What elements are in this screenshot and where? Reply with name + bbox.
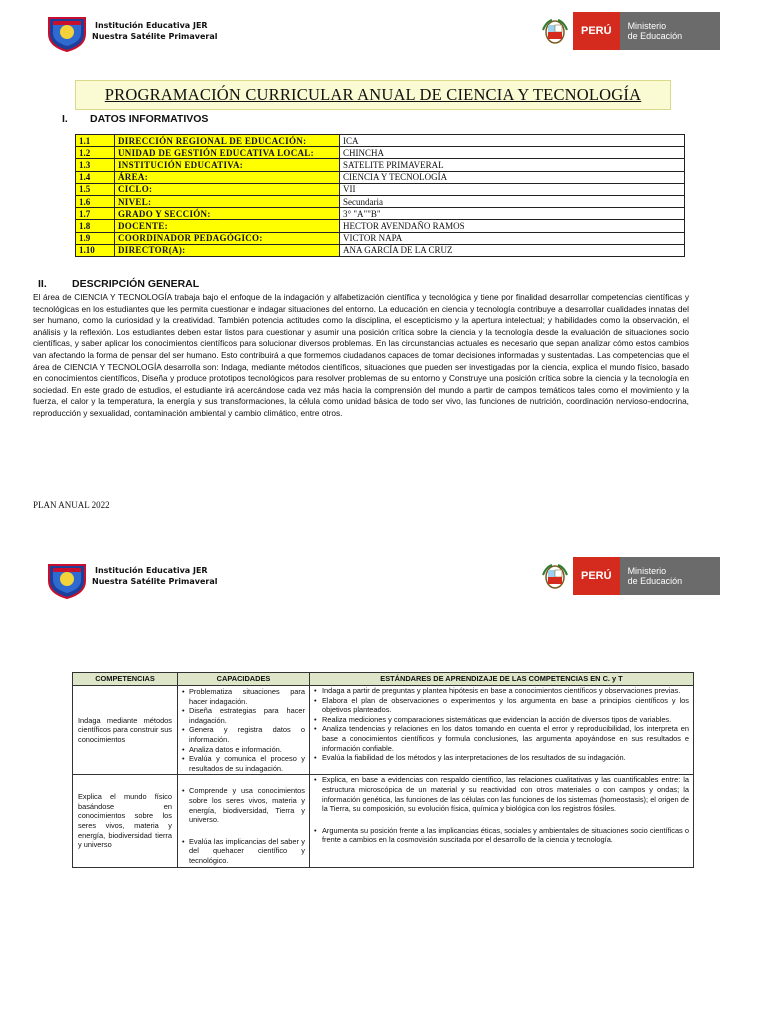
row-label: UNIDAD DE GESTIÓN EDUCATIVA LOCAL: <box>115 147 340 159</box>
row-number: 1.1 <box>76 135 115 147</box>
table-row <box>76 171 685 183</box>
competencia-cell: Explica el mundo físico basándose en conocimientos sobre los seres vivos, materia y energía, biodiversidad tierra y universo <box>73 775 178 867</box>
plan-anual-footer: PLAN ANUAL 2022 <box>33 500 110 510</box>
row-number: 1.3 <box>76 159 115 171</box>
table-row <box>76 183 685 195</box>
list-item: • Analiza tendencias y relaciones en los datos tomando en cuenta el error y reproducibilidad, los interpreta en base a conocimientos científicos y formula conclusiones, las argumenta apoyándose en sus resultados e información confiable. <box>322 724 689 753</box>
row-value: ICA <box>340 135 685 147</box>
table-header-row <box>73 673 694 686</box>
row-label: DOCENTE: <box>115 220 340 232</box>
row-number: 1.9 <box>76 232 115 244</box>
school-logo <box>47 16 87 57</box>
school-shield-icon <box>47 16 87 52</box>
list-item: • Realiza mediciones y comparaciones sistemáticas que evidencian la acción de diversos tipos de variables. <box>322 715 689 725</box>
section2-number: II. <box>38 278 47 290</box>
table-row <box>76 159 685 171</box>
row-value: 3° "A""B" <box>340 208 685 220</box>
row-number: 1.7 <box>76 208 115 220</box>
table-row <box>76 244 685 256</box>
school-name-line2: Nuestra Satélite Primaveral <box>92 32 218 41</box>
row-value: SATELITE PRIMAVERAL <box>340 159 685 171</box>
document-title: PROGRAMACIÓN CURRICULAR ANUAL DE CIENCIA Y TECNOLOGÍA <box>75 80 671 110</box>
school-logo <box>47 563 87 604</box>
list-item: • Explica, en base a evidencias con respaldo científico, las relaciones cualitativas y las cuantificables entre: la estructura microscópica de un material y su reactividad con otros materiales o con campos y ondas; la información genética, las funciones de las células con las funciones de los sistemas (homeostasis); el origen de la Tierra, su composición, su evolución física, química y biológica con los registros fósiles. <box>322 775 689 813</box>
list-spacer <box>189 825 305 837</box>
school-name-line2: Nuestra Satélite Primaveral <box>92 577 218 586</box>
ministry-line2: de Educación <box>627 576 683 586</box>
row-value: VII <box>340 183 685 195</box>
row-number: 1.5 <box>76 183 115 195</box>
estandares-cell <box>310 686 694 775</box>
school-shield-icon <box>47 563 87 599</box>
school-name <box>92 20 217 42</box>
table-row <box>76 208 685 220</box>
description-paragraph: El área de CIENCIA Y TECNOLOGÍA trabaja bajo el enfoque de la indagación y alfabetización científica y tecnológica y tiene por finalidad desarrollar competencias científicas y tecnológicas en los estudiantes que les permita cuestionar e indagar situaciones del entorno. La educación en ciencia y tecnología contribuye a desarrollar cualidades innatas del ser humano, como la curiosidad y la creatividad. También potencia actitudes como la disciplina, el escepticismo y la apertura intelectual; y habilidades como la observación, el análisis y la reflexión. Los estudiantes deben estar listos para cuestionar y asumir una posición crítica sobre la ciencia y la tecnología desde la evaluación de situaciones socio científicas, y saber aplicar los conocimientos científicos para solucionar diversos problemas. En las circunstancias actuales es necesario que sepan analizar cómo estos cambios van afectando la forma de pensar del ser humano. Esto contribuirá a que formemos ciudadanos capaces de tomar decisiones informadas y sustentadas. Las competencias que el área de CIENCIA Y TECNOLOGÍA desarrolla son: Indaga, mediante métodos científicos, situaciones que pueden ser investigadas por la ciencia, explica el mundo físico, basado en conocimientos científicos, Diseña y produce prototipos tecnológicos para resolver problemas de su entorno y Construye una posición crítica sobre la ciencia y la tecnología en sociedad. En este grado de estudios, el estudiante irá acercándose cada vez más hacia la comprensión del mundo a partir de campos temáticos tales como el movimiento y la fuerza, el calor y la temperatura, la energía y sus transformaciones, la célula como unidad básica de todo ser vivo, las funciones de nutrición, coordinación nervioso-endocrina, reproducción y sexualidad, contaminación ambiental y cambio climático, entre otros. <box>33 292 689 418</box>
row-label: ÁREA: <box>115 171 340 183</box>
school-name-line1: Institución Educativa JER <box>95 566 208 575</box>
header-estandares: ESTÁNDARES DE APRENDIZAJE DE LAS COMPETENCIAS EN C. y T <box>310 673 694 686</box>
ministry-name <box>620 557 691 595</box>
ministry-logo <box>537 557 720 595</box>
table-row <box>73 686 694 775</box>
table-row <box>76 135 685 147</box>
table-row <box>76 220 685 232</box>
list-item: • Evalúa y comunica el proceso y resultados de su indagación. <box>189 754 305 773</box>
list-item: • Argumenta su posición frente a las implicancias éticas, sociales y ambientales de situaciones socio científicas o frente a cambios en la cosmovisión suscitada por el desarrollo de la ciencia y tecnología. <box>322 826 689 845</box>
list-item: • Indaga a partir de preguntas y plantea hipótesis en base a conocimientos científicos y observaciones previas. <box>322 686 689 696</box>
list-item: • Diseña estrategias para hacer indagación. <box>189 706 305 725</box>
list-spacer <box>322 814 689 826</box>
row-number: 1.4 <box>76 171 115 183</box>
table-row <box>73 775 694 867</box>
estandares-cell <box>310 775 694 867</box>
row-label: CICLO: <box>115 183 340 195</box>
peru-seal-icon <box>537 12 573 50</box>
row-number: 1.10 <box>76 244 115 256</box>
peru-seal-icon <box>537 557 573 595</box>
row-label: INSTITUCIÓN EDUCATIVA: <box>115 159 340 171</box>
competencia-cell: Indaga mediante métodos científicos para construir sus conocimientos <box>73 686 178 775</box>
ministry-name <box>620 12 691 50</box>
ministry-line1: Ministerio <box>627 21 667 31</box>
row-label: DIRECTOR(A): <box>115 244 340 256</box>
list-item: • Evalúa las implicancias del saber y del quehacer científico y tecnológico. <box>189 837 305 866</box>
table-row <box>76 195 685 207</box>
capacidades-cell <box>178 775 310 867</box>
section2-title: DESCRIPCIÓN GENERAL <box>72 278 200 290</box>
list-item: • Comprende y usa conocimientos sobre los seres vivos, materia y energía, biodiversidad, Tierra y universo. <box>189 786 305 824</box>
ministry-line1: Ministerio <box>627 566 667 576</box>
row-label: COORDINADOR PEDAGÓGICO: <box>115 232 340 244</box>
row-label: GRADO Y SECCIÓN: <box>115 208 340 220</box>
table-row <box>76 147 685 159</box>
row-number: 1.2 <box>76 147 115 159</box>
list-item: • Elabora el plan de observaciones o experimentos y los argumenta en base a principios científicos y los objetivos planteados. <box>322 696 689 715</box>
row-number: 1.6 <box>76 195 115 207</box>
row-value: CHINCHA <box>340 147 685 159</box>
list-item: • Analiza datos e información. <box>189 745 305 755</box>
competencies-table <box>72 672 694 868</box>
row-value: ANA GARCÍA DE LA CRUZ <box>340 244 685 256</box>
row-number: 1.8 <box>76 220 115 232</box>
table-row <box>76 232 685 244</box>
capacidades-cell <box>178 686 310 775</box>
school-name <box>92 565 217 587</box>
row-label: DIRECCIÓN REGIONAL DE EDUCACIÓN: <box>115 135 340 147</box>
section1-number: I. <box>62 113 68 125</box>
datos-informativos-table <box>75 134 685 257</box>
section1-title: DATOS INFORMATIVOS <box>90 113 209 125</box>
school-name-line1: Institución Educativa JER <box>95 21 208 30</box>
peru-label: PERÚ <box>573 12 620 50</box>
list-item: • Problematiza situaciones para hacer indagación. <box>189 687 305 706</box>
ministry-logo <box>537 12 720 50</box>
peru-label: PERÚ <box>573 557 620 595</box>
row-value: HECTOR AVENDAÑO RAMOS <box>340 220 685 232</box>
list-item: • Evalúa la fiabilidad de los métodos y las interpretaciones de los resultados de su indagación. <box>322 753 689 763</box>
header-competencias: COMPETENCIAS <box>73 673 178 686</box>
row-value: CIENCIA Y TECNOLOGÍA <box>340 171 685 183</box>
header-capacidades: CAPACIDADES <box>178 673 310 686</box>
ministry-line2: de Educación <box>627 31 683 41</box>
row-value: Secundaria <box>340 195 685 207</box>
row-value: VICTOR NAPA <box>340 232 685 244</box>
list-item: • Genera y registra datos o información. <box>189 725 305 744</box>
row-label: NIVEL: <box>115 195 340 207</box>
